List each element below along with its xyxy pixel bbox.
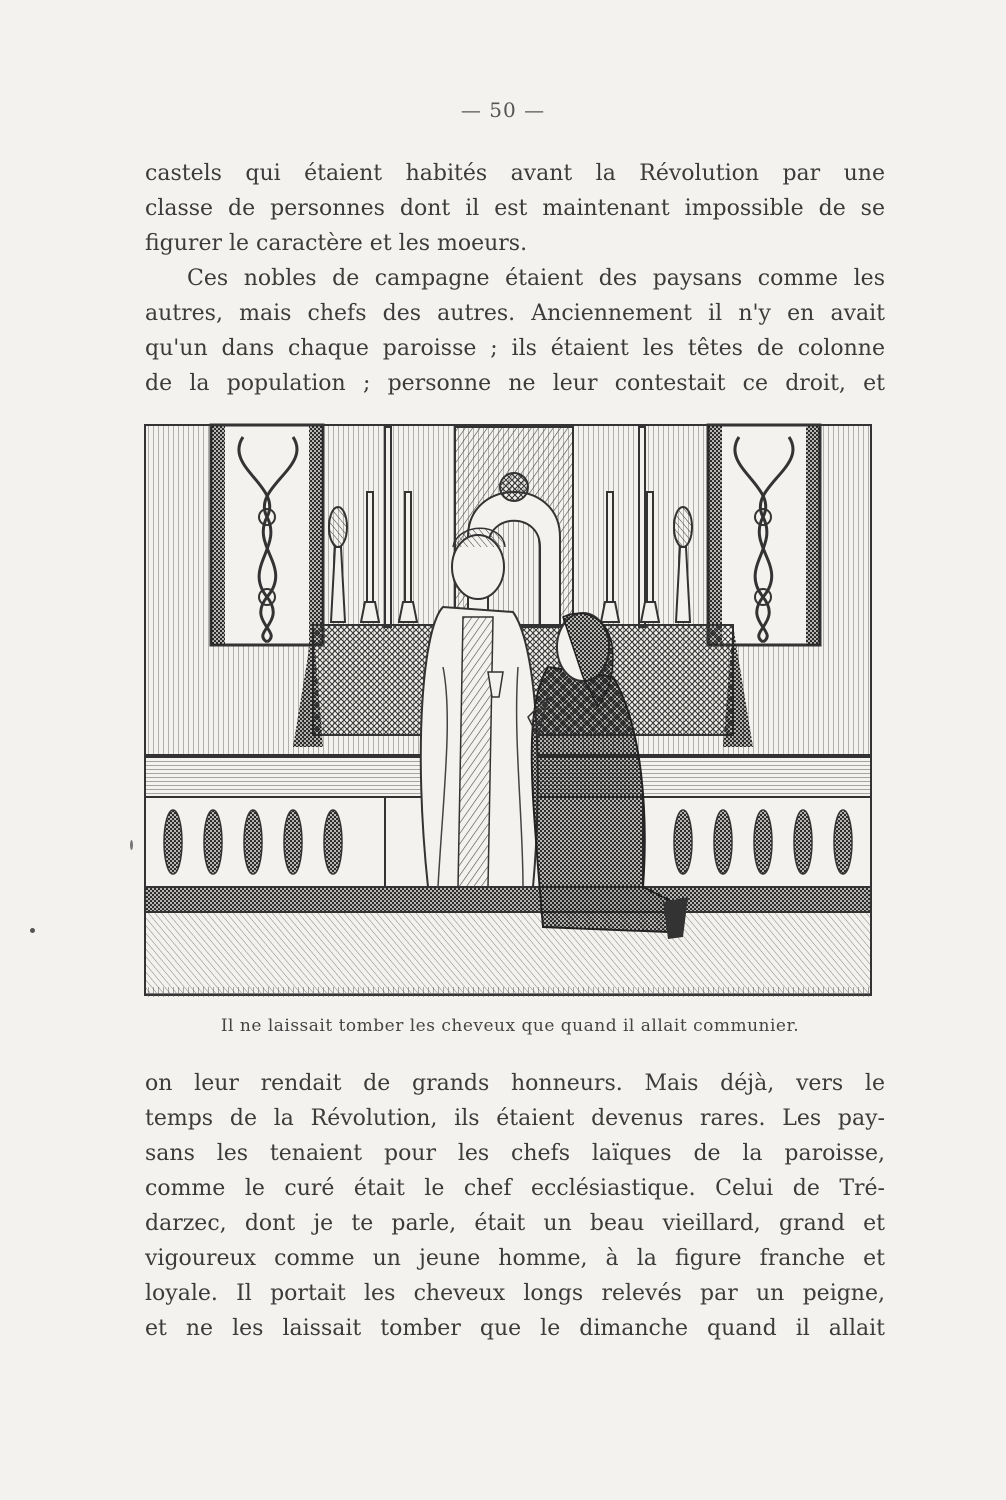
text-line: loyale. Il portait les cheveux longs relevés par un peigne, <box>145 1281 885 1306</box>
paragraph-3 <box>145 1066 885 1346</box>
paper-speck <box>30 928 35 933</box>
text-line: sans les tenaient pour les chefs laïques de la paroisse, <box>145 1141 885 1166</box>
text-line: darzec, dont je te parle, était un beau vieillard, grand et <box>145 1211 885 1236</box>
paragraph-1 <box>145 156 885 261</box>
text-line: autres, mais chefs des autres. Anciennement il n'y en avait <box>145 301 885 326</box>
text-line: on leur rendait de grands honneurs. Mais déjà, vers le <box>145 1071 885 1096</box>
text-line: vigoureux comme un jeune homme, à la figure franche et <box>145 1246 885 1271</box>
text-line: temps de la Révolution, ils étaient devenus rares. Les pay- <box>145 1106 885 1131</box>
illustration-caption: Il ne laissait tomber les cheveux que quand il allait communier. <box>220 1016 800 1036</box>
text-line: classe de personnes dont il est maintenant impossible de se <box>145 196 885 221</box>
text-line: qu'un dans chaque paroisse ; ils étaient les têtes de colonne <box>145 336 885 361</box>
text-line: figurer le caractère et les moeurs. <box>145 231 528 256</box>
bottom-text-block <box>145 1066 885 1346</box>
page-number: — 50 — <box>460 98 546 122</box>
top-text-block <box>145 156 885 401</box>
paragraph-2 <box>145 261 885 401</box>
text-line: Ces nobles de campagne étaient des paysans comme les <box>187 266 885 291</box>
text-line: de la population ; personne ne leur contestait ce droit, et <box>145 371 885 396</box>
text-line: comme le curé était le chef ecclésiastique. Celui de Tré- <box>145 1176 885 1201</box>
text-line: et ne les laissait tomber que le dimanche quand il allait <box>145 1316 885 1341</box>
paper-speck <box>130 840 133 850</box>
text-line: castels qui étaient habités avant la Révolution par une <box>145 161 885 186</box>
engraving-illustration <box>143 417 873 1002</box>
left-window <box>211 425 323 645</box>
right-window <box>708 425 820 645</box>
